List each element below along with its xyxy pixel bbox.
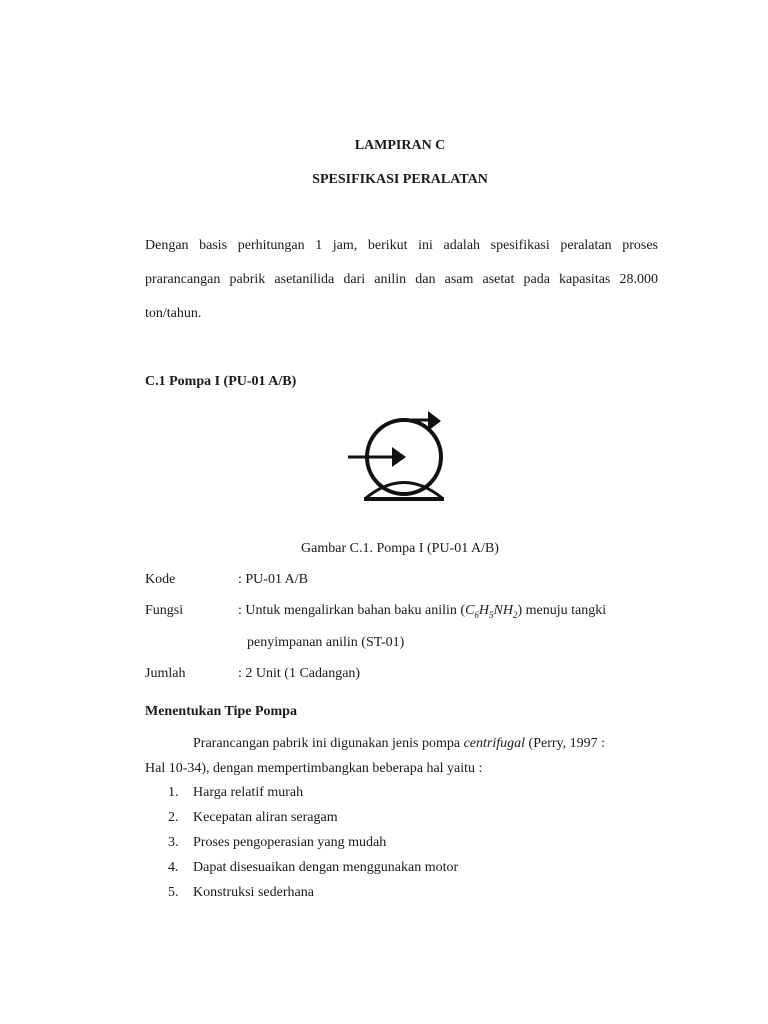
list-item-number: 1. xyxy=(168,785,179,800)
list-item-number: 2. xyxy=(168,810,179,825)
spec-value-fungsi: : Untuk mengalirkan bahan baku anilin $(C_6H_5NH_2)$ menuju tangki xyxy=(238,603,607,620)
pump-type-paragraph-line2: Hal 10-34), dengan mempertimbangkan beberapa hal yaitu : xyxy=(145,761,483,776)
spec-label-kode: Kode xyxy=(145,572,176,587)
chemical-formula-anilin: $C_6H_5NH_2$ xyxy=(465,603,518,620)
pump-type-paragraph-line1: Prarancangan pabrik ini digunakan jenis pompa centrifugal (Perry, 1997 : xyxy=(193,736,605,751)
list-item: Dapat disesuaikan dengan menggunakan motor xyxy=(193,860,459,875)
list-item-number: 3. xyxy=(168,835,179,850)
list-item: Kecepatan aliran seragam xyxy=(193,810,338,825)
list-item-number: 5. xyxy=(168,885,179,900)
centrifugal-pump-icon xyxy=(340,405,450,505)
spec-value-kode: : PU-01 A/B xyxy=(238,572,309,587)
figure-caption: Gambar C.1. Pompa I (PU-01 A/B) xyxy=(301,541,499,556)
pump-type-heading: Menentukan Tipe Pompa xyxy=(145,704,297,719)
section-heading-c1: C.1 Pompa I (PU-01 A/B) xyxy=(145,374,297,389)
spec-value-fungsi-line2: penyimpanan anilin (ST-01) xyxy=(247,635,405,650)
intro-paragraph: Dengan basis perhitungan 1 jam, berikut ini adalah spesifikasi peralatan proses prarancangan pabrik asetanilida dari anilin dan asam asetat pada kapasitas 28.000 ton/tahun. xyxy=(145,238,658,321)
spec-label-fungsi: Fungsi xyxy=(145,603,184,618)
spec-value-jumlah: : 2 Unit (1 Cadangan) xyxy=(238,666,361,681)
spec-label-jumlah: Jumlah xyxy=(145,666,186,681)
list-item: Harga relatif murah xyxy=(193,785,304,800)
list-item: Konstruksi sederhana xyxy=(193,885,314,900)
list-item: Proses pengoperasian yang mudah xyxy=(193,835,387,850)
appendix-title: LAMPIRAN C xyxy=(354,138,446,153)
section-title: SPESIFIKASI PERALATAN xyxy=(312,172,488,187)
list-item-number: 4. xyxy=(168,860,179,875)
